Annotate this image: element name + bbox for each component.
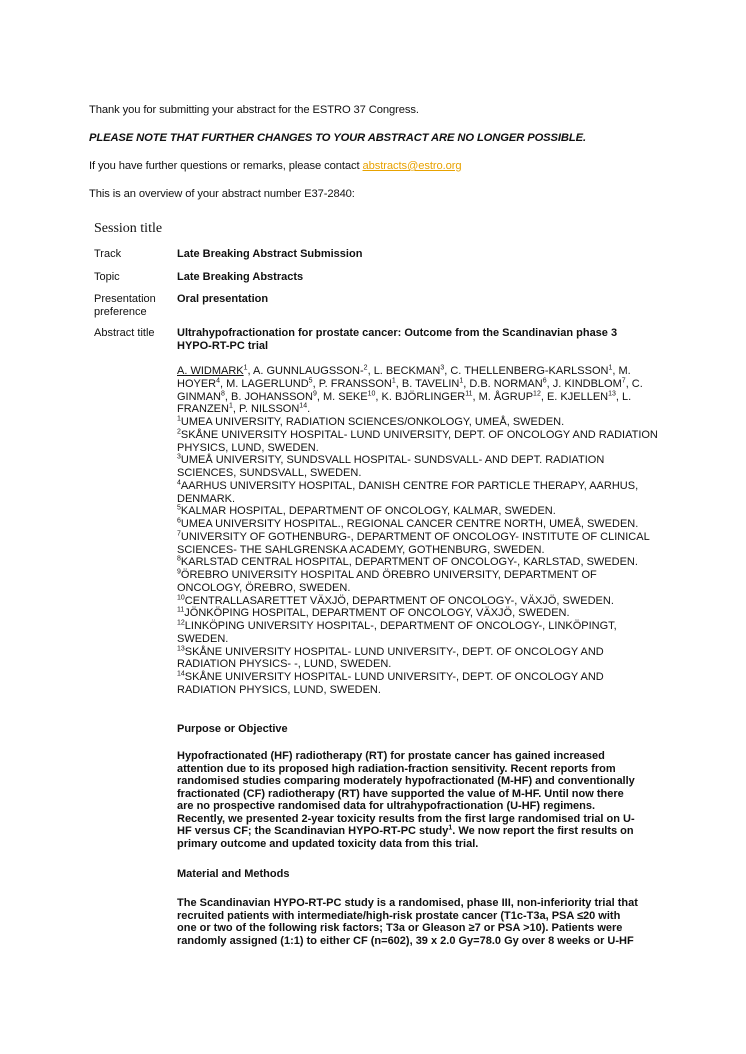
affiliation-text: SKÅNE UNIVERSITY HOSPITAL- LUND UNIVERSITY, DEPT. OF ONCOLOGY AND RADIATION PHYSICS, LUND, SWEDEN. <box>177 428 658 454</box>
purpose-line <box>177 775 657 788</box>
presentation-label-line2: preference <box>94 306 147 318</box>
affiliation-item <box>177 646 662 672</box>
affiliation-text: UMEA UNIVERSITY, RADIATION SCIENCES/ONKOLOGY, UMEÅ, SWEDEN. <box>180 416 565 428</box>
affiliation-number: 14 <box>177 670 185 678</box>
affiliation-number: 1 <box>177 415 181 423</box>
purpose-line <box>177 813 657 826</box>
purpose-line <box>177 825 657 838</box>
affiliation-number: 5 <box>177 504 181 512</box>
purpose-line-text: primary outcome and updated toxicity data from this trial. <box>177 837 479 850</box>
affiliation-item <box>177 518 662 531</box>
author-name: , C. GINMAN <box>177 377 643 403</box>
track-value: Late Breaking Abstract Submission <box>177 248 363 260</box>
purpose-text <box>177 750 657 850</box>
author-name: , M. LAGERLUND <box>220 377 309 390</box>
affiliation-text: SKÅNE UNIVERSITY HOSPITAL- LUND UNIVERSITY-, DEPT. OF ONCOLOGY AND RADIATION PHYSICS, LUND, SWEDEN. <box>177 671 604 696</box>
purpose-line-text: Hypofractionated (HF) radiotherapy (RT) for prostate cancer has gained increased <box>177 750 605 762</box>
affiliation-number: 8 <box>177 555 181 563</box>
topic-label: Topic <box>94 271 120 283</box>
affiliation-text: UMEA UNIVERSITY HOSPITAL., REGIONAL CANCER CENTRE NORTH, UMEÅ, SWEDEN. <box>180 518 639 530</box>
affiliation-text: CENTRALLASARETTET VÄXJÖ, DEPARTMENT OF ONCOLOGY-, VÄXJÖ, SWEDEN. <box>184 594 614 607</box>
author-name: , B. JOHANSSON <box>224 390 313 403</box>
presentation-value: Oral presentation <box>177 293 269 305</box>
purpose-line-text: fractionated (CF) radiotherapy (RT) have supported the value of M-HF. Until now there <box>177 787 624 800</box>
affiliation-number: 13 <box>177 644 185 652</box>
affiliation-text: AARHUS UNIVERSITY HOSPITAL, DANISH CENTRE FOR PARTICLE THERAPY, AARHUS, DENMARK. <box>177 479 639 505</box>
author-name: , D.B. NORMAN <box>463 377 543 390</box>
author-affiliation-number: 14 <box>299 402 308 410</box>
affiliation-number: 4 <box>177 479 181 487</box>
methods-text <box>177 897 657 947</box>
purpose-heading: Purpose or Objective <box>177 723 288 735</box>
thank-you-text: Thank you for submitting your abstract for the ESTRO 37 Congress. <box>89 104 419 116</box>
affiliation-item <box>177 607 662 620</box>
author-name: , A. GUNNLAUGSSON- <box>247 365 364 377</box>
methods-line: recruited patients with intermediate/high-risk prostate cancer (T1c-T3a, PSA ≤20 with <box>177 909 621 922</box>
affiliation-list <box>177 416 662 697</box>
author-affiliation-number: 1 <box>608 364 613 372</box>
author-affiliation-number: 2 <box>363 364 368 372</box>
affiliation-number: 9 <box>177 568 181 576</box>
purpose-line <box>177 800 657 813</box>
purpose-line-tail: . We now report the first results on <box>452 825 634 837</box>
affiliation-text: KALMAR HOSPITAL, DEPARTMENT OF ONCOLOGY, KALMAR, SWEDEN. <box>180 505 556 518</box>
presentation-label-line1: Presentation <box>94 293 156 305</box>
author-affiliation-number: 1 <box>391 377 396 385</box>
authors-block <box>177 365 662 697</box>
author-name: , L. FRANZEN <box>177 390 632 416</box>
topic-value: Late Breaking Abstracts <box>177 271 304 283</box>
affiliation-item <box>177 454 662 480</box>
author-affiliation-number: 3 <box>440 364 445 372</box>
purpose-line-text: randomised studies comparing moderately hypofractionated (M-HF) and conventionally <box>177 775 635 787</box>
affiliation-item <box>177 569 662 595</box>
affiliation-number: 10 <box>177 593 185 601</box>
purpose-line <box>177 788 657 801</box>
author-affiliation-number: 13 <box>608 389 616 397</box>
affiliation-number: 3 <box>177 453 181 461</box>
author-name: , M. ÅGRUP <box>472 390 534 403</box>
presentation-label <box>94 293 172 319</box>
affiliation-text: JÖNKÖPING HOSPITAL, DEPARTMENT OF ONCOLOGY, VÄXJÖ, SWEDEN. <box>184 607 570 620</box>
methods-heading: Material and Methods <box>177 868 290 880</box>
affiliation-text: UMEÅ UNIVERSITY, SUNDSVALL HOSPITAL- SUNDSVALL- AND DEPT. RADIATION SCIENCES, SUNDSVALL, SWEDEN. <box>177 454 605 479</box>
author-name: , M. HOYER <box>177 365 631 390</box>
author-name: , E. KJELLEN <box>540 390 609 403</box>
author-affiliation-number: 8 <box>221 389 225 397</box>
author-affiliation-number: 12 <box>533 389 541 397</box>
affiliation-item <box>177 480 662 506</box>
affiliation-number: 7 <box>177 530 181 538</box>
methods-line: The Scandinavian HYPO-RT-PC study is a randomised, phase III, non-inferiority trial that <box>177 897 638 909</box>
purpose-line-text: HF versus CF; the Scandinavian HYPO-RT-PC study <box>177 825 449 837</box>
track-label: Track <box>94 248 122 260</box>
abstract-title-line1: Ultrahypofractionation for prostate cancer: Outcome from the Scandinavian phase 3 <box>177 327 618 339</box>
affiliation-number: 11 <box>177 606 185 614</box>
author-name: , K. BJÖRLINGER <box>375 390 466 403</box>
affiliation-text: LINKÖPING UNIVERSITY HOSPITAL-, DEPARTMENT OF ONCOLOGY-, LINKÖPINGT, SWEDEN. <box>177 620 617 645</box>
author-affiliation-number: 5 <box>308 377 313 385</box>
presenting-author: A. WIDMARK <box>177 365 244 377</box>
affiliation-text: SKÅNE UNIVERSITY HOSPITAL- LUND UNIVERSITY-, DEPT. OF ONCOLOGY AND RADIATION PHYSICS- -, LUND, SWEDEN. <box>177 645 604 671</box>
affiliation-text: KARLSTAD CENTRAL HOSPITAL, DEPARTMENT OF ONCOLOGY-, KARLSTAD, SWEDEN. <box>180 556 638 569</box>
author-name: , P. NILSSON <box>232 403 300 416</box>
affiliation-item <box>177 556 662 569</box>
affiliation-item <box>177 671 662 697</box>
author-name: , P. FRANSSON <box>312 377 392 390</box>
no-changes-notice: PLEASE NOTE THAT FURTHER CHANGES TO YOUR ABSTRACT ARE NO LONGER POSSIBLE. <box>89 132 586 144</box>
author-affiliation-number: 4 <box>216 377 221 385</box>
affiliation-text: ÖREBRO UNIVERSITY HOSPITAL AND ÖREBRO UNIVERSITY, DEPARTMENT OF ONCOLOGY, ÖREBRO, SWEDEN. <box>177 569 597 594</box>
affiliation-number: 2 <box>177 428 181 436</box>
session-title: Session title <box>94 221 163 236</box>
author-list <box>177 365 662 416</box>
methods-line: one or two of the following risk factors; T3a or Gleason ≥7 or PSA >10). Patients were <box>177 922 623 934</box>
citation-number: 1 <box>448 824 453 832</box>
author-affiliation-number: 1 <box>243 364 248 372</box>
methods-line: randomly assigned (1:1) to either CF (n=602), 39 x 2.0 Gy=78.0 Gy over 8 weeks or U-HF <box>177 934 634 947</box>
overview-text: This is an overview of your abstract number E37-2840: <box>89 188 355 200</box>
contact-email-link[interactable]: abstracts@estro.org <box>362 160 462 172</box>
author-name: , B. TAVELIN <box>395 377 460 390</box>
affiliation-text: UNIVERSITY OF GOTHENBURG-, DEPARTMENT OF ONCOLOGY- INSTITUTE OF CLINICAL SCIENCES- THE SAHLGRENSKA ACADEMY, GOTHENBURG, SWEDEN. <box>177 530 650 556</box>
affiliation-item <box>177 429 662 455</box>
affiliation-number: 12 <box>177 619 185 627</box>
contact-line <box>89 160 462 172</box>
author-affiliation-number: 6 <box>542 377 547 385</box>
affiliation-number: 6 <box>177 517 181 525</box>
author-affiliation-number: 1 <box>459 377 464 385</box>
author-name: , C. THELLENBERG-KARLSSON <box>444 365 609 377</box>
contact-text: If you have further questions or remarks, please contact <box>89 160 363 172</box>
purpose-line <box>177 838 657 851</box>
abstract-title <box>177 327 657 353</box>
author-affiliation-number: 11 <box>465 389 473 397</box>
affiliation-item <box>177 531 662 557</box>
affiliation-item <box>177 620 662 646</box>
purpose-line-text: Recently, we presented 2-year toxicity results from the first large randomised trial on U- <box>177 812 635 825</box>
affiliation-item <box>177 505 662 518</box>
purpose-line-text: attention due to its proposed high radiation-fraction sensitivity. Recent reports from <box>177 762 616 775</box>
author-affiliation-number: 9 <box>312 389 317 397</box>
author-name: . <box>307 403 311 416</box>
author-affiliation-number: 10 <box>367 389 376 397</box>
purpose-line <box>177 750 657 763</box>
affiliation-item <box>177 416 662 429</box>
author-name: , M. SEKE <box>316 390 368 403</box>
author-affiliation-number: 7 <box>621 377 626 385</box>
purpose-line-text: are no prospective randomised data for ultrahypofractionation (U-HF) regimens. <box>177 800 596 812</box>
abstract-title-line2: HYPO-RT-PC trial <box>177 340 269 352</box>
abstract-title-label: Abstract title <box>94 327 155 339</box>
author-name: , J. KINDBLOM <box>546 377 622 390</box>
purpose-line <box>177 763 657 776</box>
author-affiliation-number: 1 <box>228 402 233 410</box>
author-name: , L. BECKMAN <box>367 365 441 377</box>
affiliation-item <box>177 595 662 608</box>
